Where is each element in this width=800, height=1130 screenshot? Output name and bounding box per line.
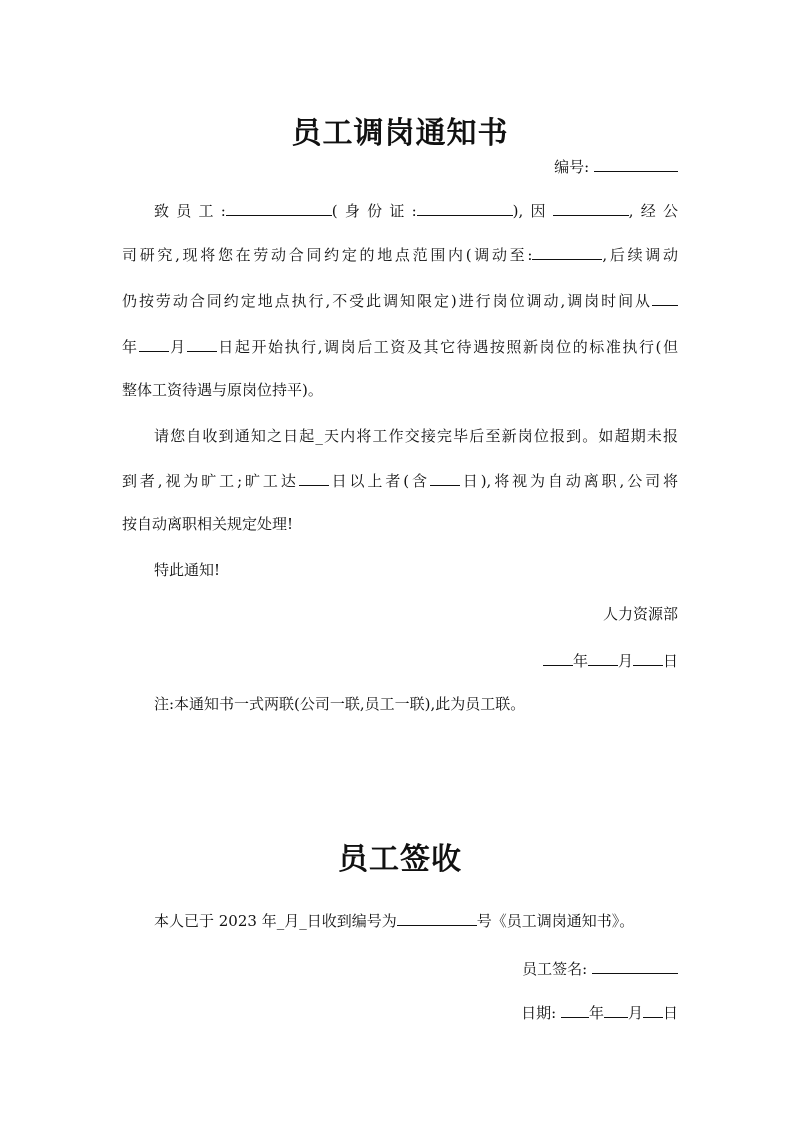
note-text: 注:本通知书一式两联(公司一联,员工一联),此为员工联。 — [154, 695, 526, 713]
notice-date: 年 月 日 — [543, 650, 678, 671]
receipt-month-blank[interactable] — [604, 1002, 628, 1018]
paragraph-1-line-3: 仍按劳动合同约定地点执行,不受此调知限定)进行岗位调动,调岗时间从 — [122, 290, 678, 311]
number-label: 编号: — [554, 158, 590, 176]
paragraph-2-line-2: 到者,视为旷工;旷工达 日以上者(含 日),将视为自动离职,公司将 — [122, 472, 679, 490]
start-day-blank[interactable] — [187, 336, 217, 352]
paragraph-1-line-2: 司研究,现将您在劳动合同约定的地点范围内(调动至: ,后续调动 — [122, 246, 678, 264]
receipt-date: 日期: 年 月 日 — [521, 1004, 678, 1022]
id-number-blank[interactable] — [417, 200, 513, 216]
signature-label: 员工签名: — [522, 960, 588, 978]
paragraph-1-line-5: 整体工资待遇与原岗位持平)。 — [122, 381, 323, 399]
absence-days-blank[interactable] — [299, 470, 329, 486]
reason-blank[interactable] — [553, 200, 629, 216]
notice-number — [554, 156, 678, 177]
notice-day-blank[interactable] — [633, 650, 663, 666]
employee-signature — [522, 958, 678, 979]
department-name: 人力资源部 — [602, 605, 678, 623]
receipt-text: 本人已于 2023 年_月_日收到编号为 号《员工调岗通知书》。 — [154, 912, 635, 930]
paragraph-1-line-1: 致员工: (身份证: ),因 ,经公 — [154, 202, 679, 220]
number-blank[interactable] — [594, 156, 678, 172]
signature-blank[interactable] — [592, 958, 678, 974]
receipt-date-label: 日期: — [521, 1004, 557, 1022]
transfer-location-blank[interactable] — [532, 244, 602, 260]
employee-name-blank[interactable] — [226, 200, 332, 216]
paragraph-2-line-3: 按自动离职相关规定处理! — [122, 515, 294, 533]
receipt-number-blank[interactable] — [397, 910, 477, 926]
paragraph-1-line-4: 年 月 日起开始执行,调岗后工资及其它待遇按照新岗位的标准执行(但 — [122, 338, 678, 356]
paragraph-2-line-1: 请您自收到通知之日起_天内将工作交接完毕后至新岗位报到。如超期未报 — [154, 427, 678, 445]
notice-title: 员工调岗通知书 — [291, 116, 509, 151]
notice-month-blank[interactable] — [588, 650, 618, 666]
receipt-year-blank[interactable] — [561, 1002, 589, 1018]
notice-year-blank[interactable] — [543, 650, 573, 666]
receipt-day-blank[interactable] — [643, 1002, 663, 1018]
start-year-blank[interactable] — [652, 290, 678, 306]
closing-text: 特此通知! — [154, 561, 221, 579]
inclusive-days-blank[interactable] — [430, 470, 460, 486]
receipt-title: 员工签收 — [338, 842, 462, 877]
start-month-blank[interactable] — [139, 336, 169, 352]
